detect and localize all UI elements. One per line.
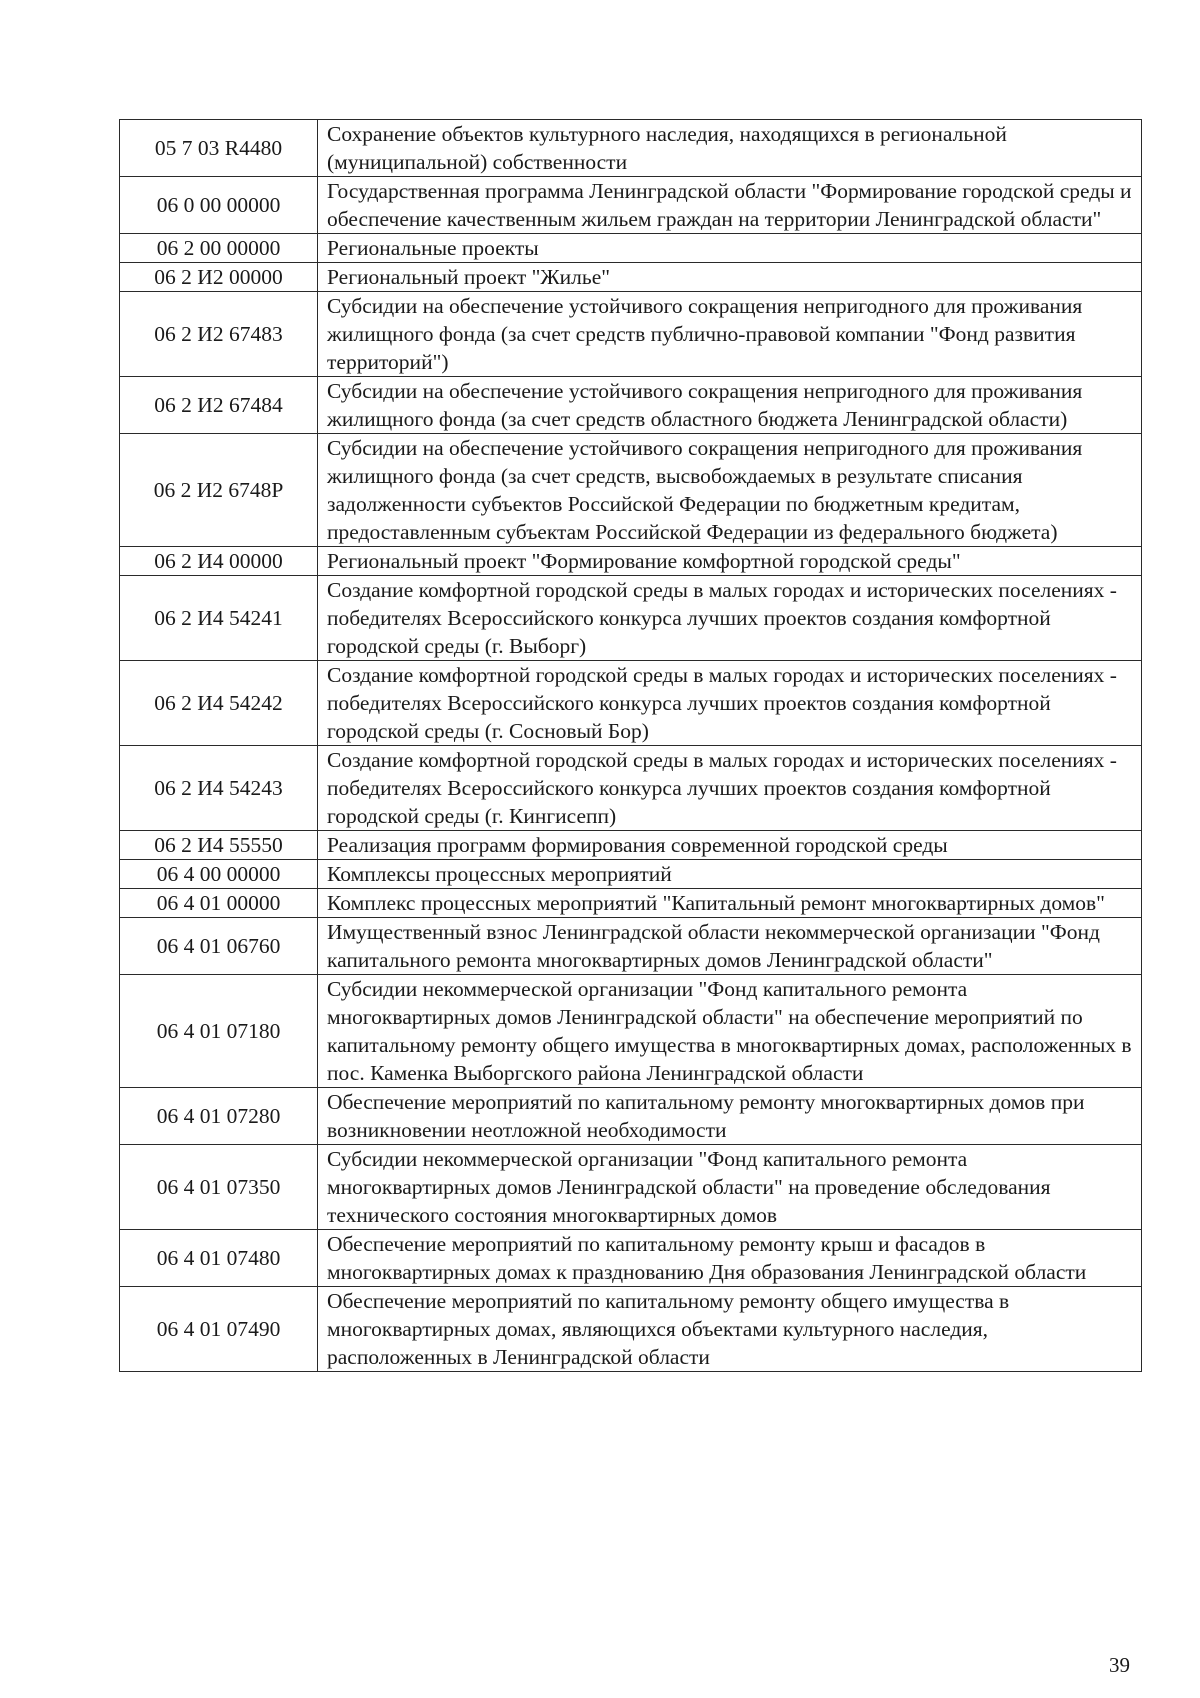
table-row [120, 860, 1142, 889]
description-cell: Реализация программ формирования современной городской среды [318, 831, 1142, 860]
description-cell: Субсидии на обеспечение устойчивого сокращения непригодного для проживания жилищного фонда (за счет средств, высвобождаемых в результате списания задолженности субъектов Российской Федерации по бюджетным кредитам, предоставленным субъектам Российской Федерации из федерального бюджета) [318, 434, 1142, 547]
budget-code-table [119, 119, 1142, 1372]
table-row [120, 831, 1142, 860]
budget-code-cell: 06 4 01 07480 [120, 1230, 318, 1287]
table-row [120, 918, 1142, 975]
budget-code-cell: 06 4 01 00000 [120, 889, 318, 918]
table-row [120, 177, 1142, 234]
description-cell: Обеспечение мероприятий по капитальному ремонту многоквартирных домов при возникновении неотложной необходимости [318, 1088, 1142, 1145]
budget-code-cell: 06 4 00 00000 [120, 860, 318, 889]
budget-code-cell: 06 2 И2 67483 [120, 292, 318, 377]
description-cell: Комплексы процессных мероприятий [318, 860, 1142, 889]
table-row [120, 746, 1142, 831]
budget-code-cell: 06 4 01 07350 [120, 1145, 318, 1230]
budget-code-cell: 06 2 И2 67484 [120, 377, 318, 434]
budget-code-cell: 06 4 01 07490 [120, 1287, 318, 1372]
description-cell: Региональный проект "Жилье" [318, 263, 1142, 292]
table-row [120, 377, 1142, 434]
description-cell: Субсидии некоммерческой организации "Фонд капитального ремонта многоквартирных домов Ленинградской области" на проведение обследования технического состояния многоквартирных домов [318, 1145, 1142, 1230]
budget-code-cell: 06 2 И4 54241 [120, 576, 318, 661]
table-row [120, 576, 1142, 661]
budget-code-cell: 06 2 И4 55550 [120, 831, 318, 860]
description-cell: Создание комфортной городской среды в малых городах и исторических поселениях - победителях Всероссийского конкурса лучших проектов создания комфортной городской среды (г. Кингисепп) [318, 746, 1142, 831]
budget-code-cell: 06 2 И4 54242 [120, 661, 318, 746]
table-body [120, 120, 1142, 1372]
table-row [120, 889, 1142, 918]
description-cell: Создание комфортной городской среды в малых городах и исторических поселениях - победителях Всероссийского конкурса лучших проектов создания комфортной городской среды (г. Сосновый Бор) [318, 661, 1142, 746]
budget-code-cell: 06 0 00 00000 [120, 177, 318, 234]
budget-code-cell: 05 7 03 R4480 [120, 120, 318, 177]
description-cell: Региональные проекты [318, 234, 1142, 263]
table-row [120, 1230, 1142, 1287]
table-row [120, 120, 1142, 177]
budget-code-cell: 06 2 И4 00000 [120, 547, 318, 576]
description-cell: Региональный проект "Формирование комфортной городской среды" [318, 547, 1142, 576]
budget-code-cell: 06 2 00 00000 [120, 234, 318, 263]
budget-code-cell: 06 4 01 07280 [120, 1088, 318, 1145]
budget-code-cell: 06 2 И2 6748Р [120, 434, 318, 547]
description-cell: Обеспечение мероприятий по капитальному ремонту общего имущества в многоквартирных домах, являющихся объектами культурного наследия, расположенных в Ленинградской области [318, 1287, 1142, 1372]
budget-code-cell: 06 2 И2 00000 [120, 263, 318, 292]
table-row [120, 1088, 1142, 1145]
description-cell: Сохранение объектов культурного наследия, находящихся в региональной (муниципальной) собственности [318, 120, 1142, 177]
budget-code-cell: 06 4 01 07180 [120, 975, 318, 1088]
table-row [120, 547, 1142, 576]
description-cell: Создание комфортной городской среды в малых городах и исторических поселениях - победителях Всероссийского конкурса лучших проектов создания комфортной городской среды (г. Выборг) [318, 576, 1142, 661]
description-cell: Имущественный взнос Ленинградской области некоммерческой организации "Фонд капитального ремонта многоквартирных домов Ленинградской области" [318, 918, 1142, 975]
table-row [120, 292, 1142, 377]
page-number: 39 [1109, 1653, 1130, 1677]
table-row [120, 1145, 1142, 1230]
table-row [120, 661, 1142, 746]
description-cell: Субсидии некоммерческой организации "Фонд капитального ремонта многоквартирных домов Ленинградской области" на обеспечение мероприятий по капитальному ремонту общего имущества в многоквартирных домах, расположенных в пос. Каменка Выборгского района Ленинградской области [318, 975, 1142, 1088]
description-cell: Субсидии на обеспечение устойчивого сокращения непригодного для проживания жилищного фонда (за счет средств областного бюджета Ленинградской области) [318, 377, 1142, 434]
description-cell: Обеспечение мероприятий по капитальному ремонту крыш и фасадов в многоквартирных домах к празднованию Дня образования Ленинградской области [318, 1230, 1142, 1287]
description-cell: Субсидии на обеспечение устойчивого сокращения непригодного для проживания жилищного фонда (за счет средств публично-правовой компании "Фонд развития территорий") [318, 292, 1142, 377]
table-row [120, 263, 1142, 292]
description-cell: Государственная программа Ленинградской области "Формирование городской среды и обеспечение качественным жильем граждан на территории Ленинградской области" [318, 177, 1142, 234]
budget-code-cell: 06 2 И4 54243 [120, 746, 318, 831]
table-row [120, 234, 1142, 263]
table-row [120, 1287, 1142, 1372]
budget-code-cell: 06 4 01 06760 [120, 918, 318, 975]
table-row [120, 975, 1142, 1088]
table-row [120, 434, 1142, 547]
description-cell: Комплекс процессных мероприятий "Капитальный ремонт многоквартирных домов" [318, 889, 1142, 918]
